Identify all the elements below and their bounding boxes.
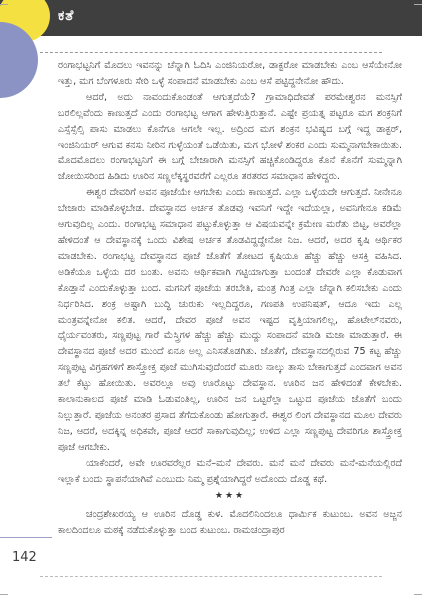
page-number-line — [0, 537, 52, 538]
paragraph-5: ಚಂದ್ರಶೇಖರಯ್ಯ ಆ ಊರಿನ ದೊಡ್ಡ ಕುಳ. ಮೊದಲಿನಿಂದಲೂ ಧಾರ್ಮಿಕ ಕುಟುಂಬ. ಅವನ ಅಜ್ಜನ ಕಾಲದಿಂದಲೂ ಮಠಕ್ಕೆ ನಡೆದುಕೊಳ್ಳುತ್ತಾ ಬಂದ ಕುಟುಂಬ. ರಾಮಚಂದ್ರಾಪುರ — [58, 509, 402, 537]
crop-mark — [0, 594, 8, 595]
section-separator: ★★★ — [214, 491, 246, 502]
page-number: 142 — [12, 550, 37, 565]
article-body — [58, 58, 402, 539]
crop-mark — [414, 594, 422, 595]
paragraph-1: ರಂಗಾಭಟ್ಟನಿಗೆ ಮೊದಲು ಇವನನ್ನು ಚೆನ್ನಾಗಿ ಓದಿಸಿ ಎಂಜಿನಿಯರೋ, ಡಾಕ್ಟರೋ ಮಾಡಬೇಕು ಎಂಬ ಆಸೆಯೇನೋ ಇತ್ತು, ಮಗ ಬೆಂಗಳೂರು ಸೇರಿ ಒಳ್ಳೆ ಸಂಪಾದನೆ ಮಾಡಬೇಕು ಎಂಬ ಆಸೆ ಪಟ್ಟಿದ್ದನೇನೋ ಹೌದು. — [58, 60, 402, 87]
bottom-divider — [40, 576, 382, 577]
paragraph-3: ಈಶ್ವರ ದೇವರಿಗೆ ಅವನ ಪೂಜೆಯೇ ಆಗಬೇಕು ಎಂದು ಕಾಣುತ್ತದೆ. ಎಲ್ಲಾ ಒಳ್ಳೆಯದೇ ಆಗುತ್ತದೆ. ನೀನೇನೂ ಬೇಜಾರು ಮಾಡಿಕೊಳ್ಳಬೇಡ. ದೇವಸ್ಥಾನದ ಅರ್ಚಕ ತೊಡವು ಇವನಿಗೆ ಇದ್ದೇ ಇದೆಯಲ್ಲಾ, ಅವನಿಗೇನೂ ಕಡಿಮೆ ಆಗುವುದಿಲ್ಲ ಎಂದು. ರಂಗಾಭಟ್ಟ ಸಮಾಧಾನ ಪಟ್ಟುಕೊಳ್ಳುತ್ತಾ ಆ ವಿಷಯವನ್ನೇ ಕ್ರಮೇಣ ಮರೆತು ಬಿಟ್ಟ, ಅವರೆಲ್ಲಾ ಹೇಳಿದಂತೆ ಆ ದೇವಸ್ಥಾನಕ್ಕೆ ಒಂದು ವಿಶೇಷ ಅರ್ಚಕ ತೊಡವಿದ್ದದ್ದೇನೋ ನಿಜ. ಆದರೆ, ಅದರ ಕೃಷಿ ಆರ್ಥಿಕರ ಮಾಡಬೇಕು. ರಂಗಾಭಟ್ಟ ದೇವಸ್ಥಾನದ ಪೂಜೆ ಜೊತೆಗೆ ತೋಟದ ಕೃಷಿಯೂ ಹೆಚ್ಚು ಹೆಚ್ಚು ಆಸಕ್ತಿ ವಹಿಸಿದ. ಅಡಿಕೆಯೂ ಒಳ್ಳೆಯ ದರ ಬಂತು. ಅವನು ಆರ್ಥಿಕವಾಗಿ ಗಟ್ಟಿಯಾಗುತ್ತಾ ಬಂದಂತೆ ದೇವರೇ ಎಲ್ಲಾ ಕೊಡುವಾಗ ಕೊಡ್ತಾನೆ ಎಂದುಕೊಳ್ಳುತ್ತಾ ಬಂದ. ಮಗನಿಗೆ ಪೂಜೆಯ ತರಬೇತಿ, ಮಂತ್ರ ಗಿಂತ್ರ ಎಲ್ಲಾ ಚೆನ್ನಾಗಿ ಕಲಿಸಬೇಕು ಎಂದು ನಿರ್ಧರಿಸಿದ. ಶಂಕ್ರ ಅಷ್ಟಾಗಿ ಬುದ್ಧಿ ಚುರುಕು ಇಲ್ಲದಿದ್ದರೂ, ಗಣಪತಿ ಉಪನಿಷತ್, ಆದೂ ಇದು ಎಲ್ಲ ಮಂತ್ರವನ್ನೇನೋ ಕಲಿತ. ಆದರೆ, ದೇವರ ಪೂಜೆ ಅವನ ಇಷ್ಟದ ವೃತ್ತಿಯಾಗಲಿಲ್ಲ, ಹೊಟೇಲ್‌ನವರು, ಧೈರ್ಯವಂತರು, ಸಣ್ಣಪುಟ್ಟ ಗಾರೆ ಮೆಸ್ತ್ರಿಗಳ ಹೆಚ್ಚು ಹೆಚ್ಚು ಮುದ್ದು ಸಂಪಾದನೆ ಮಾಡಿ ಮಜಾ ಮಾಡುತ್ತಾರೆ. ಈ ದೇವಸ್ಥಾನದ ಪೂಜೆ ಅದರ ಮುಂದೆ ಏನೂ ಅಲ್ಲ ಎನಿಸತೊಡಗಿತು. ಜೊತೆಗೆ, ದೇವಸ್ಥಾನದಲ್ಲಿರುವ 75 ಕಟ್ಟ ಹೆಚ್ಚು ಸಣ್ಣಪುಟ್ಟ ವಿಗ್ರಹಗಳಿಗೆ ಶಾಸ್ತ್ರೋಕ್ತ ಪೂಜೆ ಮುಗಿಸುವುದೆಂದರೆ ಮೂರು ನಾಲ್ಕು ತಾಸು ಬೇಕಾಗುತ್ತದೆ ಎಂದವಾಗ ಅವನ ತಲೆ ಕೆಟ್ಟು ಹೋಯಿತು. ಅವರಲ್ಲೂ ಅವು ಊರೊಟ್ಟು ದೇವಸ್ಥಾನ. ಊರಿನ ಜನ ಹೇಳಿದಂತೆ ಕೇಳಬೇಕು. ಕಾಲಾನುಕಾಲದ ಪೂಜೆ ಮಾಡಿ ಓಡುವಂತಿಲ್ಲ, ಊರಿನ ಜನ ಒಟ್ಟರೆಲ್ಲಾ ಒಟ್ಟುದ ಪೂಜೆಯ ಜೊತೆಗೆ ಬಂದು ನಿಲ್ಲುತ್ತಾರೆ. ಪೂಜೆಯ ಅನಂತರ ಪ್ರಸಾದ ತೆಗೆದುಕೊಂಡು ಹೋಗುತ್ತಾರೆ. ಈಶ್ವರ ಲಿಂಗ ದೇವಸ್ಥಾನದ ಮೂಲ ದೇವರು ನಿಜ, ಆದರೆ, ಅದಕ್ಕಿನ್ನ ಅಧಿಕವೇ, ಪೂಜೆ ಆದರೆ ಸಾಕಾಗುವುದಿಲ್ಲ; ಉಳಿದ ಎಲ್ಲಾ ಸಣ್ಣಪುಟ್ಟ ದೇವರಿಗೂ ಶಾಸ್ತ್ರೋಕ್ತ ಪೂಜೆ ಆಗಬೇಕು. — [58, 187, 402, 453]
page-section-title: ಕತೆ — [58, 8, 75, 24]
top-divider — [40, 52, 382, 53]
paragraph-4: ಯಾಕೆಂದರೆ, ಅವೇ ಊರವರೆಲ್ಲರ ಮನೆ–ಮನೆ ದೇವರು. ಮನೆ ಮನೆ ದೇವರು ಮನೆ-ಮನೆಯಲ್ಲಿರದೆ ಇಲ್ಲಾಕೆ ಬಂದು ಸ್ಥಾಪನೆಯಾಗಿವೆ ಎಂಬುದು ನಿಮ್ಮ ಪ್ರಶ್ನೆಯಾಗಿದ್ದರೆ ಅದೊಂದು ದೊಡ್ಡ ಕಥೆ. — [58, 457, 402, 485]
crop-mark — [0, 4, 8, 5]
crop-mark — [414, 4, 422, 5]
paragraph-2: ಆದರೆ, ಅದು ನಾವಂದುಕೊಂಡಂತೆ ಆಗುತ್ತದೆಯೆ? ಗ್ರಾಮಾಧಿದೇವತೆ ಪರಮೇಶ್ವರನ ಮನಸ್ಸಿಗೆ ಬರಲಿಲ್ಲವೆಂದು ಕಾಣುತ್ತದೆ ಎಂದು ರಂಗಾಭಟ್ಟ ಆಗಾಗ ಹೇಳುತ್ತಿರುತ್ತಾನೆ. ಎಷ್ಟೇ ಪ್ರಯತ್ನ ಪಟ್ಟರೂ ಮಗ ಶಂಕ್ರನಿಗೆ ಎಸ್ಸೆಸ್ಸೆಲ್ಸಿ ಪಾಸು ಮಾಡಲು ಕೊನೆಗೂ ಆಗಲೇ ಇಲ್ಲ. ಅದ್ರಿಂದ ಮಗ ಶಂಕ್ರನ ಭವಿಷ್ಯದ ಬಗ್ಗೆ ಇದ್ದ ಡಾಕ್ಟರ್, ಇಂಜಿನಿಯರ್ ಆಗುವ ಕನಸು ನೀರಿನ ಗುಳ್ಳೆಯಂತೆ ಒಡೆಯಿತು, ಮಗ ಭೋಳೆ ಶಂಕರ ಎಂದು ಸುಮ್ಮನಾಗಬೇಕಾಯಿತು. ಮೊದಮೊದಲು ರಂಗಾಭಟ್ಟನಿಗೆ ಈ ಬಗ್ಗೆ ಬೇಜಾರಾಗಿ ಮನಸ್ಸಿಗೆ ಹಚ್ಚಿಕೊಂಡಿದ್ದರೂ ಕೊನೆ ಕೊನೆಗೆ ಸುಮ್ಮನ್ನಾಗಿ ಜೋಯಿಸರಿಂದ ಹಿಡಿದು ಊರಿನ ಸಣ್ಣಲೆಕ್ಕಸ್ಥರವರೆಗೆ ಎಲ್ಲರೂ ತರತರದ ಸಮಾಧಾನ ಹೇಳಿದ್ದರು. — [58, 91, 402, 183]
